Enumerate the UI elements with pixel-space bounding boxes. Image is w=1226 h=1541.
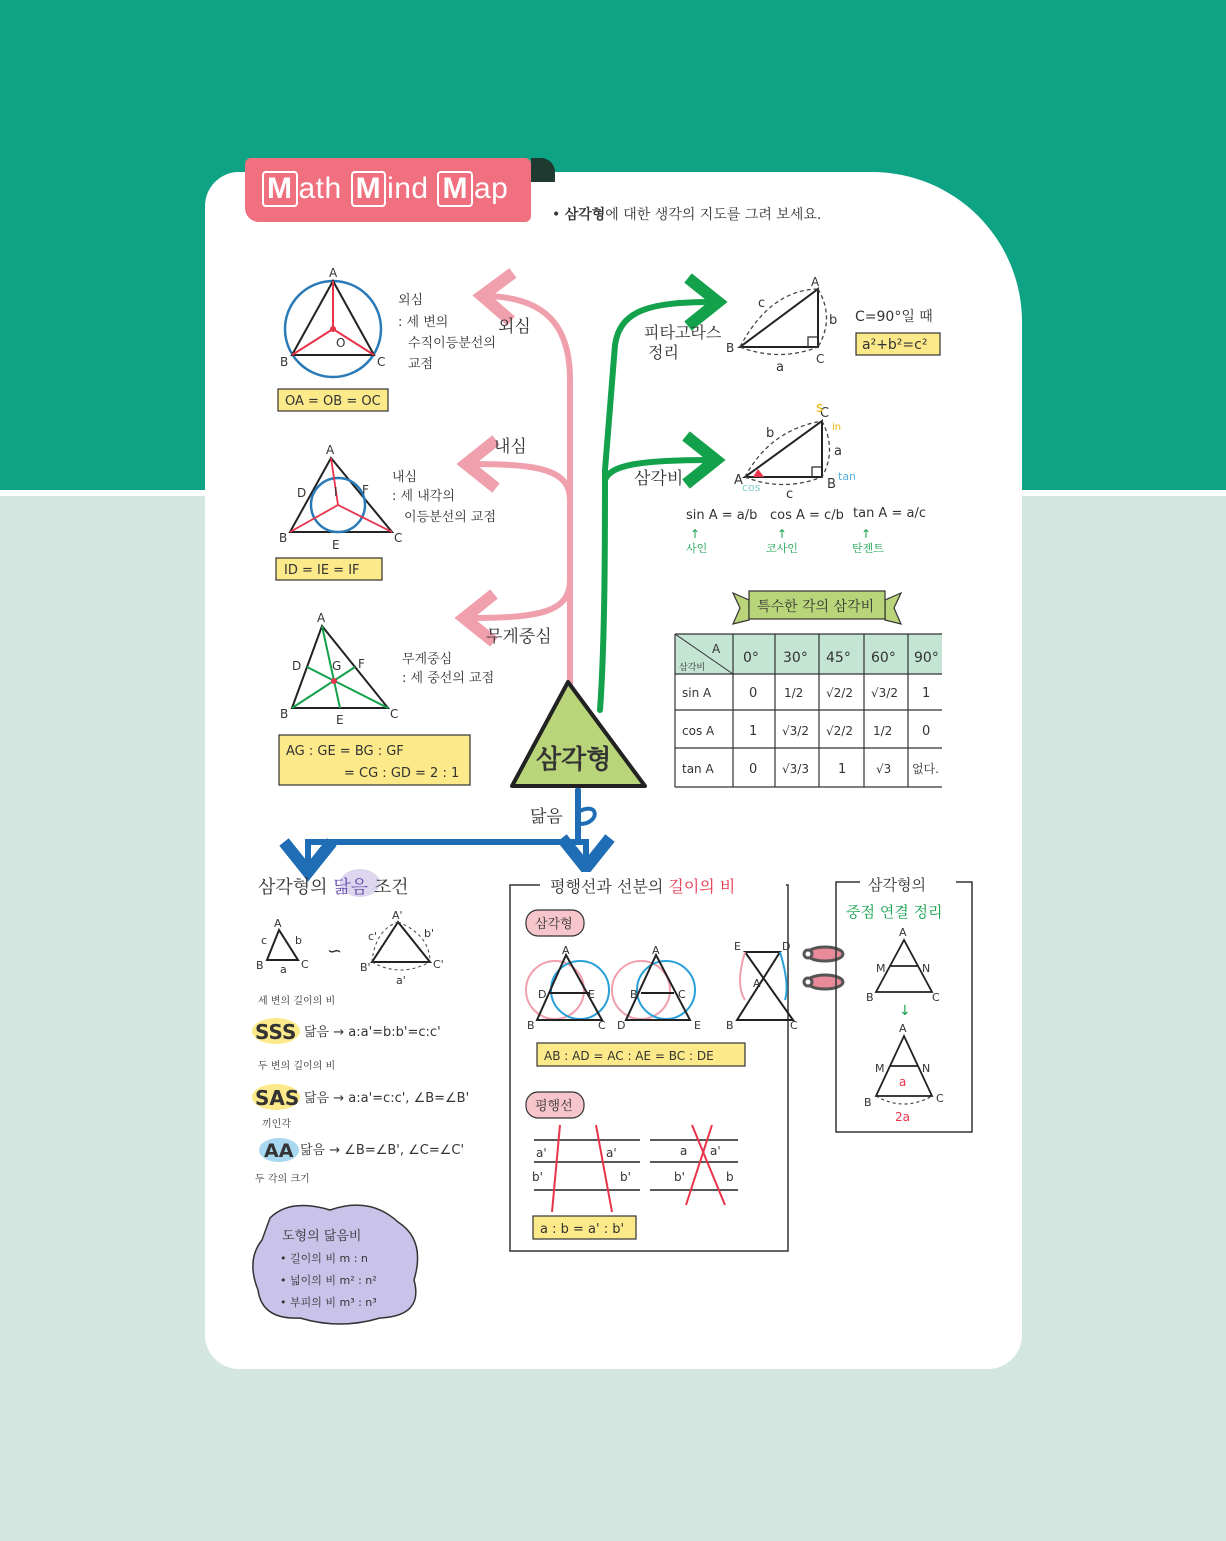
similarity-title-prefix: 삼각형의 [258, 877, 334, 898]
par-x-a: a [680, 1144, 688, 1158]
vertex-i: I [334, 485, 338, 499]
incenter-def-line: : 세 내각의 [392, 489, 455, 504]
par-letter: E [694, 1019, 701, 1032]
parallel-frame [510, 885, 791, 1251]
table-cell: √3/2 [871, 686, 898, 700]
pythagoras-figure [726, 275, 837, 375]
trig-sin-name: 사인 [686, 542, 708, 555]
circumcenter-figure [280, 266, 385, 377]
vertex-f: F [362, 483, 369, 497]
pythagoras-condition: C=90°일 때 [855, 309, 933, 325]
vertex-b: B [279, 531, 288, 545]
table-cell: 0 [749, 686, 758, 701]
table-row-label: tan A [682, 762, 714, 776]
center-label: 삼각형 [536, 745, 612, 775]
table-cell: 1 [749, 724, 758, 739]
table-cell: √2/2 [826, 686, 853, 700]
vertex-o: O [336, 336, 346, 350]
mid-label: M [875, 1062, 885, 1075]
vertex-a: A [326, 443, 335, 457]
trig-tan: tan A = a/c [853, 506, 926, 521]
incenter-def-line: 이등분선의 교점 [404, 510, 497, 525]
par-x-b2: b [726, 1170, 734, 1184]
incenter-formula: ID = IE = IF [284, 563, 360, 578]
trig-cos: cos A = c/b [770, 508, 844, 523]
mid-label: C [932, 991, 940, 1004]
vertex-g: G [332, 659, 342, 673]
table-cell: 1/2 [873, 724, 893, 738]
parallel-title-prefix: 평행선과 선분의 [550, 877, 669, 896]
table-row-label: cos A [682, 724, 715, 738]
table-cell: √2/2 [826, 724, 853, 738]
tab-title-cap: M [351, 171, 387, 207]
vertex-a: A [317, 611, 326, 625]
midpoint-title-1: 삼각형의 [868, 876, 926, 894]
label-c: C [820, 406, 830, 421]
sim2-label: B' [360, 961, 371, 974]
circum-def-line: 교점 [408, 357, 434, 372]
par-letter: C [598, 1019, 606, 1032]
table-cell: 없다. [912, 762, 939, 776]
table-cell: √3 [876, 762, 892, 776]
trig-cos-name: 코사인 [766, 542, 798, 555]
special-table [675, 634, 942, 787]
vertex-d: D [297, 486, 307, 500]
ratio-item: • 길이의 비 m : n [280, 1252, 368, 1265]
sim-label: A [274, 917, 282, 930]
table-cell: 0 [749, 762, 758, 777]
sas-label: SAS [255, 1086, 300, 1110]
centroid-formula-1: AG : GE = BG : GF [286, 744, 404, 759]
sim2-label: a' [396, 974, 406, 987]
sim-label: C [301, 958, 309, 971]
sim-label: b [295, 934, 302, 947]
mid-2a: 2a [895, 1110, 910, 1124]
sas-rule: 닮음 → a:a'=c:c', ∠B=∠B' [304, 1091, 470, 1106]
table-cell: 0 [922, 724, 931, 739]
par-letter: B [630, 988, 638, 1001]
mid-label: N [922, 1062, 931, 1075]
trig-sin: sin A = a/b [686, 508, 758, 523]
side-b: b [766, 426, 775, 441]
par-x-a2: a' [710, 1144, 721, 1158]
sss-note: 세 변의 길이의 비 [258, 996, 336, 1007]
side-a: a [834, 444, 842, 459]
par-letter: A [652, 944, 660, 957]
vertex-e: E [332, 538, 340, 552]
vertex-d: D [292, 659, 302, 673]
tab-title-rest: ath [298, 172, 342, 205]
mid-label: N [922, 962, 931, 975]
incenter-figure [279, 443, 402, 552]
tri-formula: AB : AD = AC : AE = BC : DE [544, 1049, 714, 1063]
arrow-up-icon: ↑ [777, 527, 788, 541]
vertex-a: A [329, 266, 338, 280]
table-header: 0° [743, 650, 759, 666]
midpoint-title-hl: 중점 [846, 903, 875, 921]
branch-centroid: 무게중심 [486, 627, 552, 647]
circum-def-line: : 세 변의 [398, 315, 449, 330]
sim2-label: b' [424, 927, 435, 940]
par-letter: B [527, 1019, 535, 1032]
label-b: B [726, 341, 735, 355]
annot-cos: cos [742, 481, 761, 494]
ratio-item: • 부피의 비 m³ : n³ [280, 1296, 377, 1309]
instruction-bullet: • [552, 207, 561, 223]
mid-label: B [866, 991, 874, 1004]
par-x-b: b' [674, 1170, 685, 1184]
midpoint-title-2 [846, 903, 942, 921]
label-a: A [734, 473, 743, 488]
mid-a: a [899, 1075, 907, 1089]
par-formula: a : b = a' : b' [540, 1222, 625, 1237]
centroid-def-title: 무게중심 [402, 652, 453, 667]
special-table-title: 특수한 각의 삼각비 [757, 599, 875, 615]
side-c: c [758, 296, 766, 311]
incenter-def-title: 내심 [392, 470, 418, 485]
branch-trig: 삼각비 [634, 469, 684, 489]
instruction-rest: 에 대한 생각의 지도를 그려 보세요. [605, 207, 822, 223]
tab-title-cap: M [262, 171, 298, 207]
par-letter: D [538, 988, 547, 1001]
circum-formula: OA = OB = OC [285, 394, 381, 409]
sim2-label: c' [368, 930, 378, 943]
special-table-banner [733, 591, 901, 624]
par-letter: C [790, 1019, 798, 1032]
side-b: b [829, 313, 838, 328]
aa-rule: 닮음 → ∠B=∠B', ∠C=∠C' [300, 1143, 465, 1158]
branch-pythagoras-1: 피타고라스 [644, 323, 722, 342]
vertex-c: C [394, 531, 403, 545]
vertex-e: E [336, 713, 344, 727]
annot-s: s [816, 400, 824, 416]
label-a: A [811, 275, 820, 289]
side-c: c [786, 487, 794, 502]
tab-title-rest: ind [387, 172, 429, 205]
sss-label: SSS [255, 1020, 297, 1044]
similarity-title-hl: 닮음 [333, 877, 369, 898]
table-header: 30° [783, 650, 808, 666]
vertex-b: B [280, 355, 289, 369]
label-b: B [827, 477, 836, 492]
instruction-bold: 삼각형 [564, 207, 606, 223]
par-b2: b' [620, 1170, 631, 1184]
table-corner-top: A [712, 642, 721, 656]
circum-def-line: 수직이등분선의 [408, 336, 496, 351]
par-a: a' [536, 1146, 547, 1160]
similarity-figure [256, 909, 444, 987]
sas-sub: 끼인각 [262, 1119, 291, 1130]
similarity-title [258, 876, 409, 898]
branch-pythagoras-2: 정리 [648, 343, 679, 362]
circum-def-title: 외심 [398, 293, 424, 308]
par-letter: A [753, 977, 761, 990]
sim-label: B [256, 959, 264, 972]
centroid-formula-2: = CG : GD = 2 : 1 [344, 766, 460, 781]
par-letter: C [678, 988, 686, 1001]
vertex-c: C [390, 707, 399, 721]
tab-title-cap: M [437, 171, 473, 207]
table-header: 90° [914, 650, 939, 666]
tab-title-rest: ap [473, 172, 509, 205]
arrow-down-icon: ↓ [899, 1003, 911, 1019]
vertex-f: F [358, 657, 365, 671]
par-letter: A [562, 944, 570, 957]
annot-in: in [832, 422, 842, 433]
parallel-lines-figure [534, 1125, 738, 1212]
table-row-label: sin A [682, 686, 712, 700]
trig-figure [734, 400, 856, 502]
parallel-title-hl: 길이의 비 [668, 877, 736, 896]
centroid-def-line: : 세 중선의 교점 [402, 671, 495, 686]
par-letter: B [726, 1019, 734, 1032]
sim2-label: A' [392, 909, 403, 922]
trig-tan-name: 탄젠트 [852, 542, 884, 555]
vertex-b: B [280, 707, 289, 721]
arrow-up-icon: ↑ [690, 527, 701, 541]
ratio-title: 도형의 닮음비 [282, 1229, 362, 1244]
table-cell: 1/2 [784, 686, 804, 700]
par-letter: D [782, 940, 791, 953]
annot-tan: tan [838, 470, 857, 483]
table-corner-bottom: 삼각비 [679, 663, 706, 673]
triangle-tag: 삼각형 [535, 917, 573, 932]
mid-label: C [936, 1092, 944, 1105]
table-cell: 1 [838, 762, 847, 777]
table-cell: 1 [922, 686, 931, 701]
parallel-tag: 평행선 [535, 1099, 573, 1114]
sim-label: a [280, 963, 287, 976]
table-header: 45° [826, 650, 851, 666]
par-b: b' [532, 1170, 543, 1184]
table-header: 60° [871, 650, 896, 666]
pythagoras-formula: a²+b²=c² [862, 337, 928, 353]
branch-circumcenter: 외심 [498, 317, 531, 337]
table-cell: √3/3 [782, 762, 809, 776]
midpoint-title-rest: 연결 정리 [874, 903, 943, 921]
sim-label: c [261, 934, 268, 947]
branch-incenter: 내심 [494, 437, 527, 457]
aa-sub: 두 각의 크기 [255, 1174, 310, 1185]
table-cell: √3/2 [782, 724, 809, 738]
mid-label: B [864, 1096, 872, 1109]
par-letter: E [734, 940, 741, 953]
blue-branches [308, 790, 586, 866]
par-a2: a' [606, 1146, 617, 1160]
ratio-item: • 넓이의 비 m² : n² [280, 1274, 377, 1287]
centroid-figure [280, 611, 398, 727]
vertex-c: C [377, 355, 386, 369]
sim-symbol: ∽ [327, 941, 343, 962]
side-a: a [776, 360, 784, 375]
mid-label: A [899, 1022, 907, 1035]
sim2-label: C' [433, 958, 444, 971]
sas-note: 두 변의 길이의 비 [258, 1061, 336, 1072]
label-c: C [816, 352, 825, 366]
arrow-up-icon: ↑ [861, 527, 872, 541]
aa-label: AA [264, 1140, 294, 1162]
parallel-title [550, 877, 735, 896]
mid-label: M [876, 962, 886, 975]
branch-similarity: 닮음 [530, 807, 563, 827]
sss-rule: 닮음 → a:a'=b:b'=c:c' [304, 1025, 441, 1040]
par-letter: E [588, 988, 595, 1001]
similarity-title-suffix: 조건 [368, 877, 409, 898]
par-letter: D [617, 1019, 626, 1032]
mid-label: A [899, 926, 907, 939]
binder-rings [804, 947, 843, 989]
